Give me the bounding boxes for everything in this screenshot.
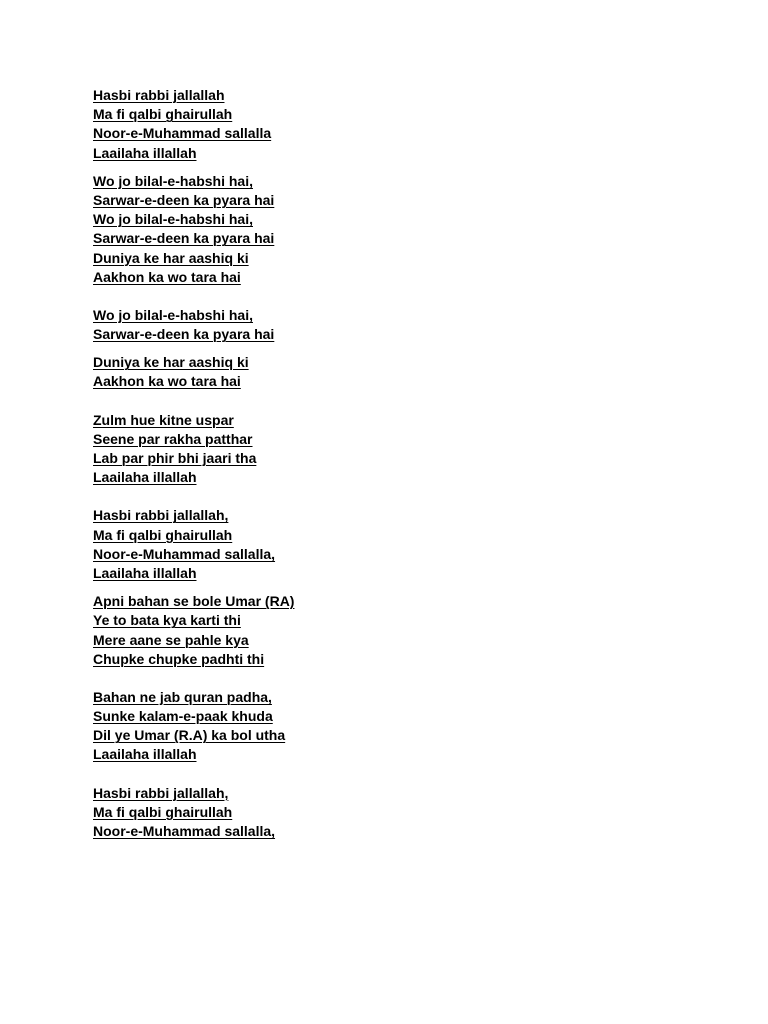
stanza bbox=[93, 411, 693, 488]
lyric-line: Hasbi rabbi jallallah, bbox=[93, 784, 229, 801]
lyric-line: Duniya ke har aashiq ki bbox=[93, 354, 249, 371]
lyric-line: Noor-e-Muhammad sallalla, bbox=[93, 823, 276, 839]
lyric-line: Noor-e-Muhammad sallalla bbox=[93, 125, 272, 142]
lyric-line: Noor-e-Muhammad sallalla, bbox=[93, 545, 276, 562]
lyric-line: Hasbi rabbi jallallah, bbox=[93, 507, 229, 524]
lyric-line: Laailaha illallah bbox=[93, 144, 197, 161]
lyric-line: Aakhon ka wo tara hai bbox=[93, 373, 241, 390]
lyric-line: Wo jo bilal-e-habshi hai, bbox=[93, 172, 253, 189]
lyric-line: Dil ye Umar (R.A) ka bol utha bbox=[93, 727, 286, 744]
lyric-line: Apni bahan se bole Umar (RA) bbox=[93, 593, 295, 610]
lyric-line: Sarwar-e-deen ka pyara hai bbox=[93, 230, 275, 247]
lyric-line: Sarwar-e-deen ka pyara hai bbox=[93, 326, 275, 343]
stanza bbox=[93, 688, 693, 765]
stanza bbox=[93, 353, 693, 391]
stanza bbox=[93, 172, 693, 287]
lyric-line: Bahan ne jab quran padha, bbox=[93, 688, 272, 705]
lyric-line: Ma fi qalbi ghairullah bbox=[93, 106, 233, 123]
lyric-line: Seene par rakha patthar bbox=[93, 430, 253, 447]
stanza bbox=[93, 86, 693, 163]
lyric-line: Aakhon ka wo tara hai bbox=[93, 268, 241, 285]
lyric-line: Lab par phir bhi jaari tha bbox=[93, 450, 257, 466]
lyric-line: Ma fi qalbi ghairullah bbox=[93, 803, 233, 820]
lyric-line: Chupke chupke padhti thi bbox=[93, 650, 265, 667]
stanza bbox=[93, 506, 693, 583]
lyric-line: Zulm hue kitne uspar bbox=[93, 411, 234, 428]
lyric-line: Laailaha illallah bbox=[93, 746, 197, 763]
lyric-line: Laailaha illallah bbox=[93, 469, 197, 486]
lyric-line: Wo jo bilal-e-habshi hai, bbox=[93, 306, 253, 323]
stanza bbox=[93, 784, 693, 842]
lyrics-body bbox=[93, 86, 693, 841]
lyric-line: Sunke kalam-e-paak khuda bbox=[93, 708, 273, 725]
lyric-line: Laailaha illallah bbox=[93, 564, 197, 581]
lyric-line: Duniya ke har aashiq ki bbox=[93, 249, 249, 266]
lyric-line: Wo jo bilal-e-habshi hai, bbox=[93, 211, 253, 228]
lyric-line: Sarwar-e-deen ka pyara hai bbox=[93, 191, 275, 208]
lyric-line: Ma fi qalbi ghairullah bbox=[93, 526, 233, 543]
lyric-line: Mere aane se pahle kya bbox=[93, 631, 249, 648]
lyric-line: Ye to bata kya karti thi bbox=[93, 612, 241, 629]
lyric-line: Hasbi rabbi jallallah bbox=[93, 87, 225, 103]
stanza bbox=[93, 306, 693, 344]
stanza bbox=[93, 592, 693, 669]
